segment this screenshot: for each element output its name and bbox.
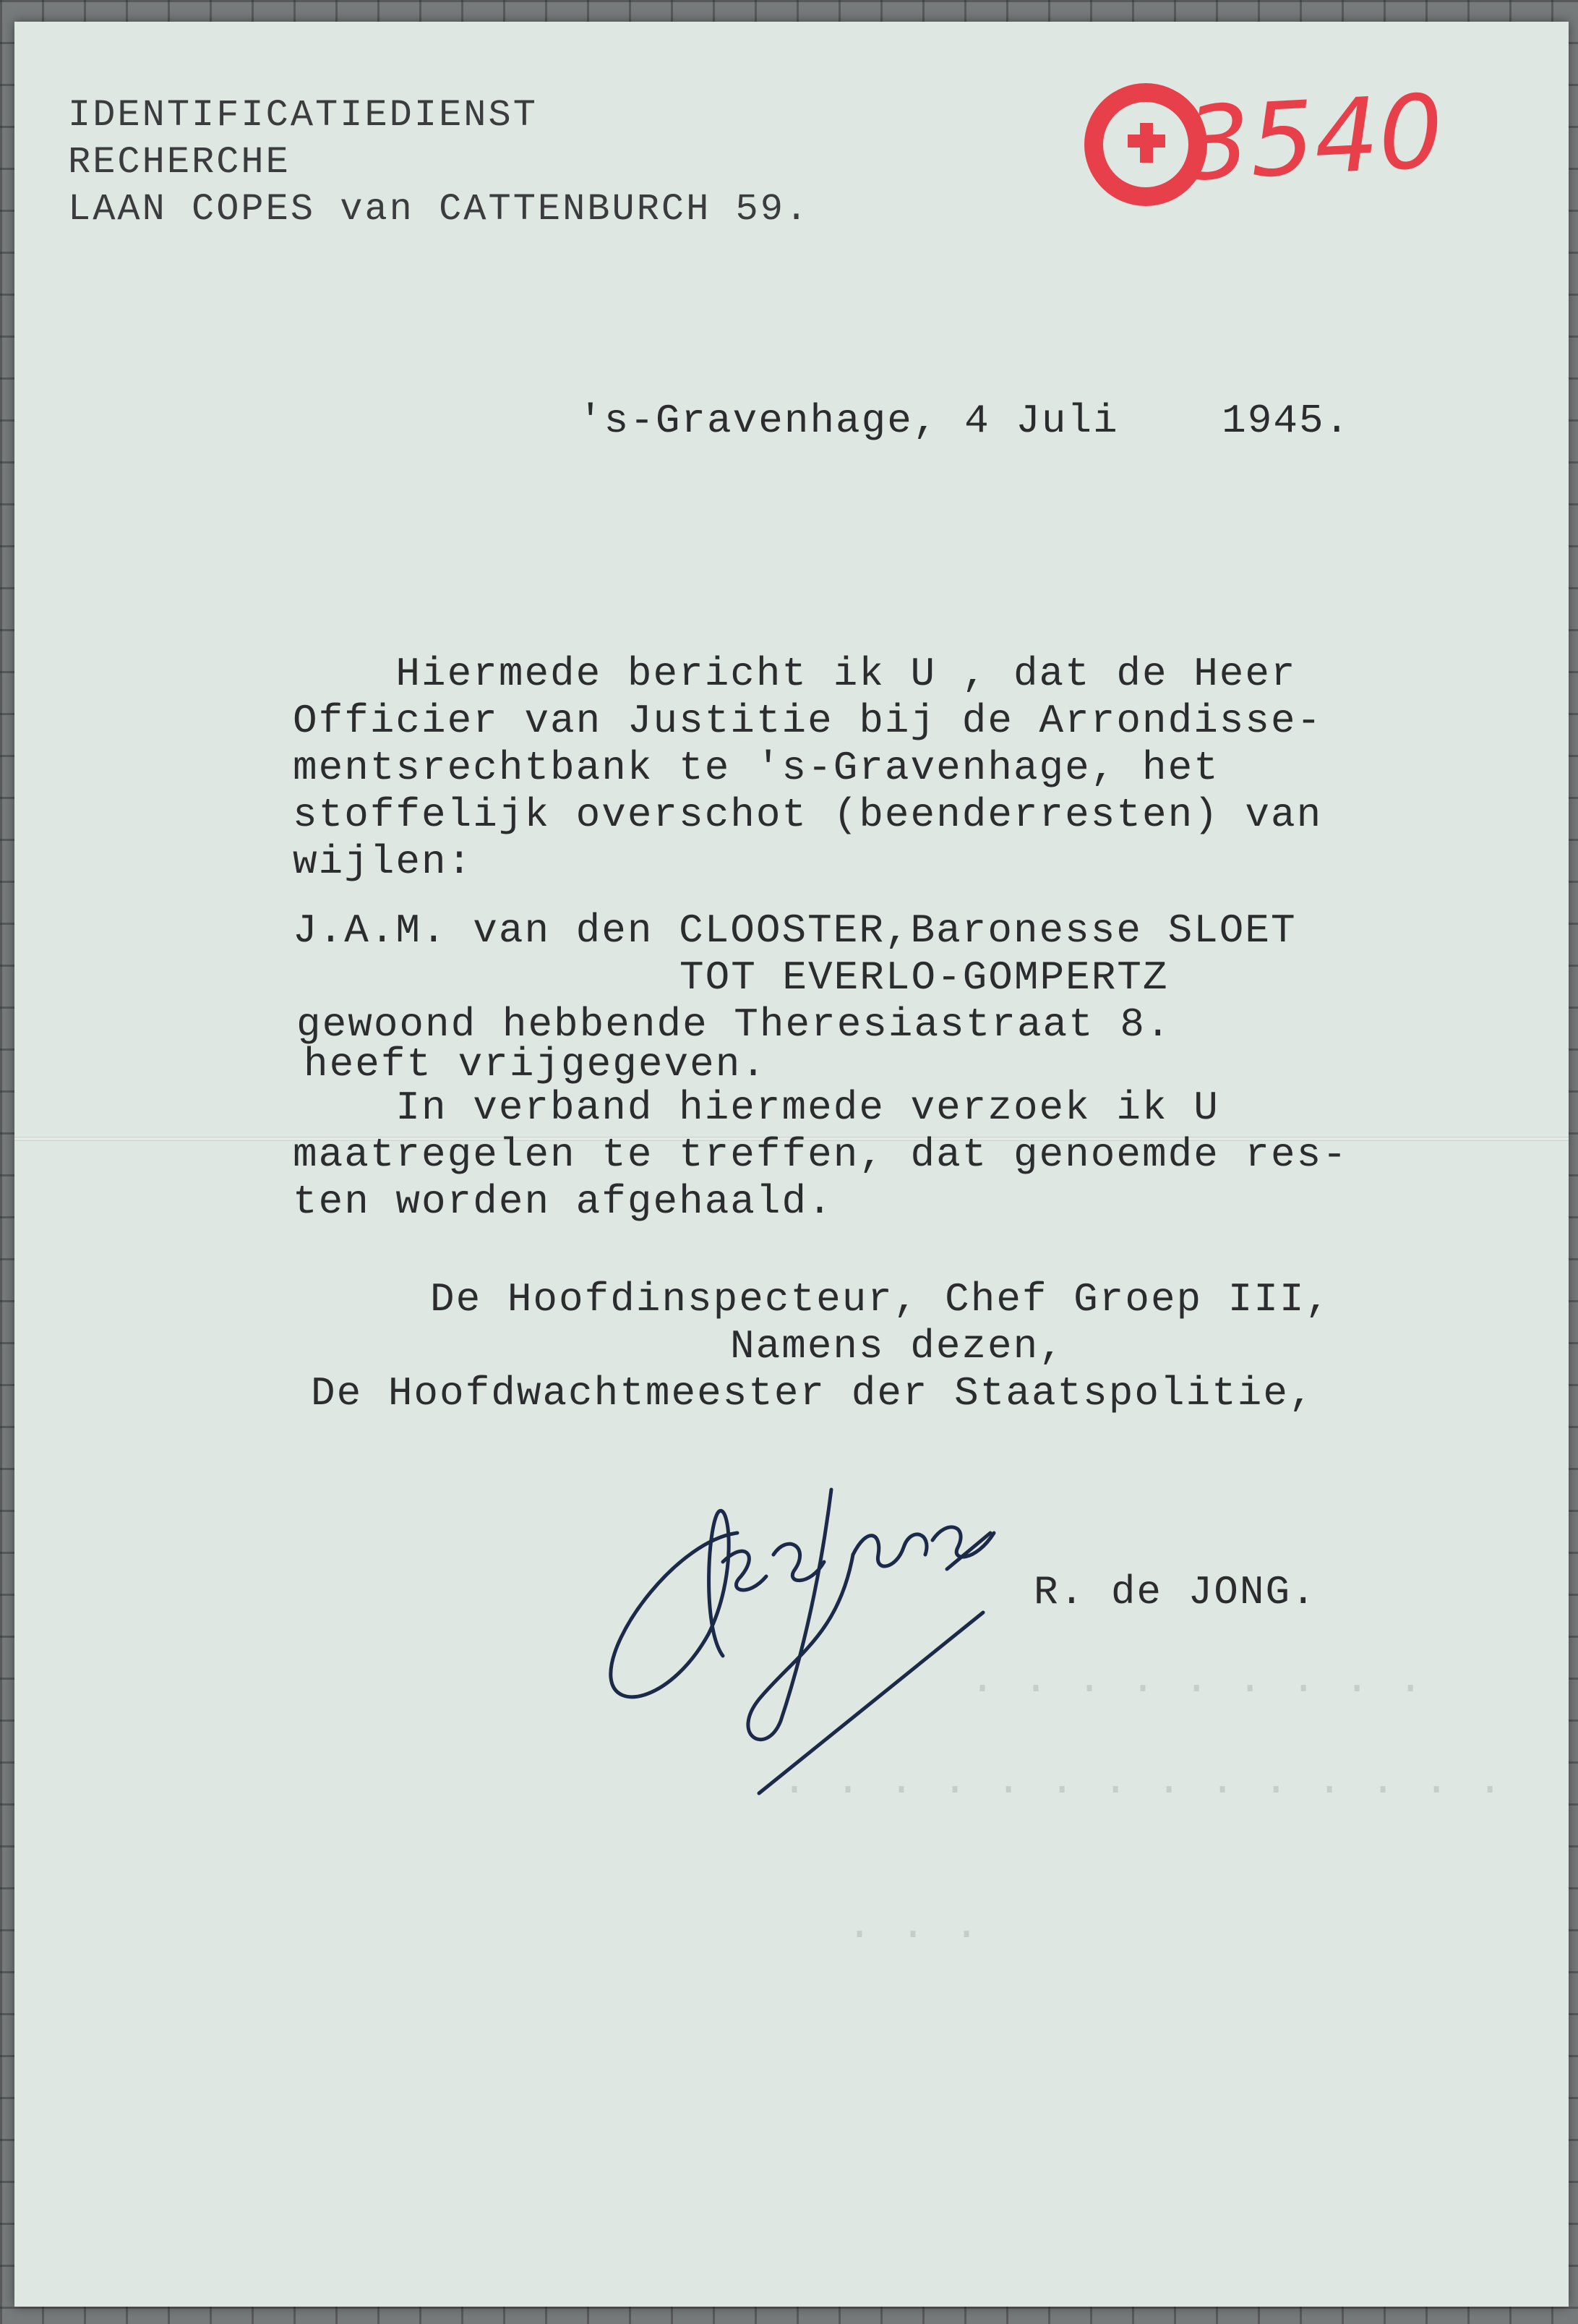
date-line: 's-Gravenhage, 4 Juli 1945.: [578, 398, 1351, 444]
stamp-number: 3540: [1183, 72, 1446, 205]
closing-line-1: De Hoofdinspecteur, Chef Groep III,: [430, 1276, 1332, 1323]
body-line-5: wijlen:: [293, 839, 473, 885]
body-line-4: stoffelijk overschot (beenderresten) van: [293, 792, 1323, 838]
typed-signatory-name: R. de JONG.: [1034, 1569, 1317, 1615]
letterhead-line-2: RECHERCHE: [68, 141, 291, 184]
body-line-2: Officier van Justitie bij de Arrondisse-: [293, 698, 1323, 744]
bleed-through-text: . . .: [846, 1902, 980, 1951]
letterhead-line-3: LAAN COPES van CATTENBURCH 59.: [68, 188, 810, 231]
name-line-2: TOT EVERLO-GOMPERTZ: [679, 954, 1169, 1001]
bleed-through-text: . . . . . . . . . . . . . .: [781, 1757, 1504, 1806]
request-line-1: In verband hiermede verzoek ik U: [293, 1085, 1219, 1131]
name-line-1: J.A.M. van den CLOOSTER,Baronesse SLOET: [293, 907, 1297, 954]
bleed-through-text: . . . . . . . . .: [969, 1656, 1424, 1705]
request-line-2: maatregelen te treffen, dat genoemde res-: [293, 1132, 1348, 1178]
address-line: gewoond hebbende Theresiastraat 8.: [296, 1001, 1172, 1048]
closing-line-2: Namens dezen,: [730, 1323, 1065, 1370]
body-line-1: Hiermede bericht ik U , dat de Heer: [293, 651, 1297, 697]
body-line-3: mentsrechtbank te 's-Gravenhage, het: [293, 745, 1219, 791]
released-line: heeft vrijgegeven.: [304, 1041, 767, 1088]
letterhead-line-1: IDENTIFICATIEDIENST: [68, 94, 538, 137]
red-number-stamp: [1084, 65, 1561, 217]
closing-line-3: De Hoofdwachtmeester der Staatspolitie,: [311, 1370, 1315, 1417]
letter-page: [14, 22, 1569, 2307]
request-line-3: ten worden afgehaald.: [293, 1179, 833, 1225]
